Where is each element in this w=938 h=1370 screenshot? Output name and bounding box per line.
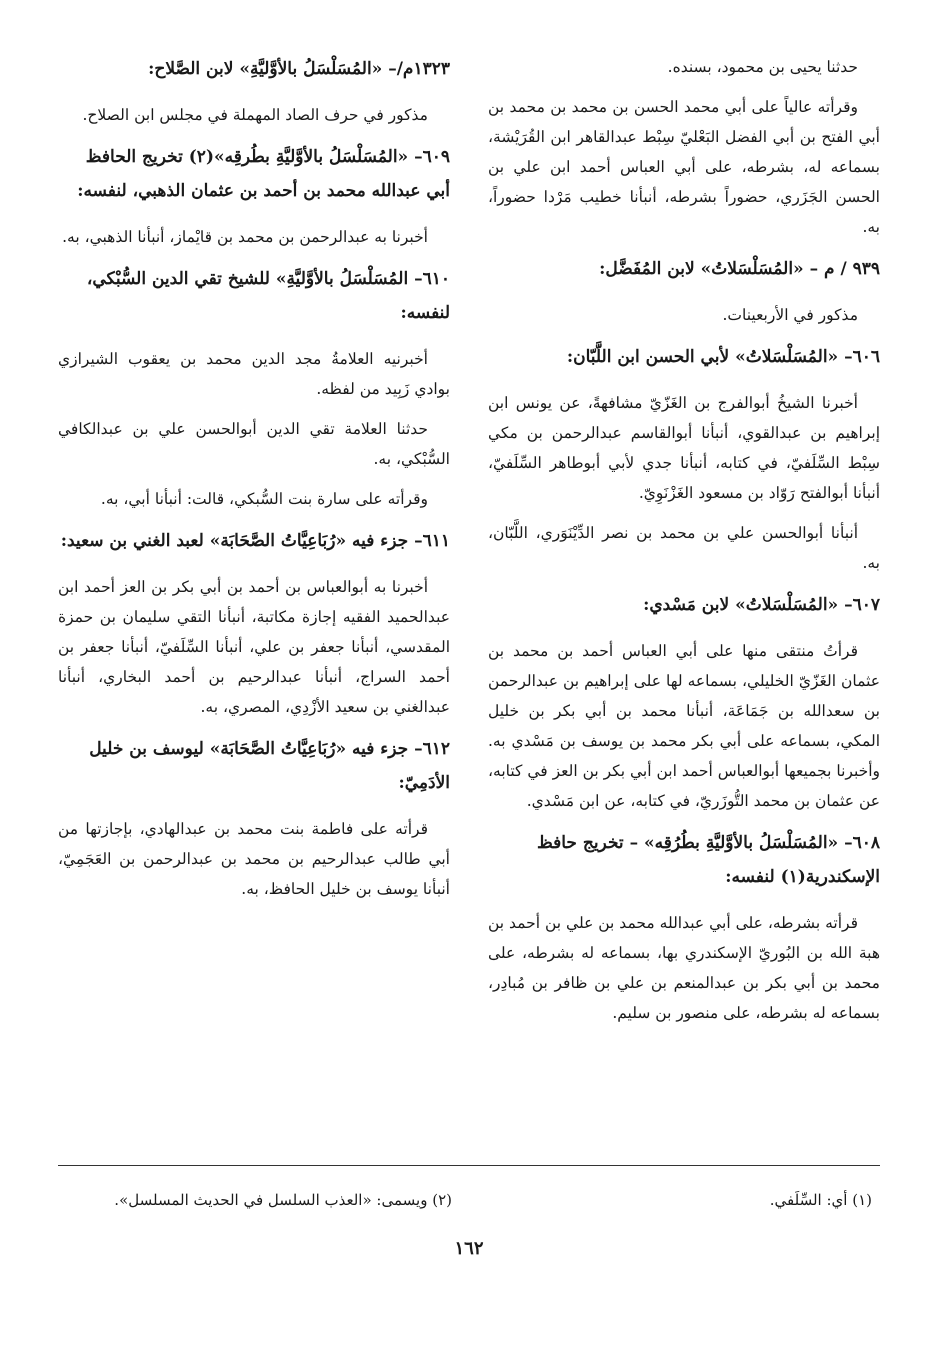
body-paragraph: قرأته بشرطه، على أبي عبدالله محمد بن علي بن أحمد بن هبة الله بن البُوريّ الإسكندري بها، بسماعه له بشرطه، على محمد بن أبي بكر بن عبدالمنعم بن علي بن ظافر بن مُبادِر، بسماعه له بشرطه، على منصور بن سليم.: [488, 914, 880, 1022]
section-heading: ١٣٢٣م/– «المُسَلْسَلُ بالأوَّليَّةِ» لابن الصَّلاح:: [148, 59, 450, 79]
footnote-2: (٢) ويسمى: «العذب السلسل في الحديث المسلسل».: [114, 1191, 452, 1209]
left-column: [58, 52, 450, 914]
section-heading: ٦١١– جزء فيه «رُبَاعِيَّاتُ الصَّحَابَة» لعبد الغني بن سعيد:: [60, 531, 450, 551]
body-paragraph: أخبرنا به عبدالرحمن بن محمد بن قايْماز، أنبأنا الذهبي، به.: [62, 228, 428, 246]
body-paragraph: قرأتُ منتقى منها على أبي العباس أحمد بن محمد بن عثمان الغَزّيّ الخليلي، بسماعه لها على إبراهيم بن عبدالرحمن بن سعدالله بن جَمَاعَة، أنبأنا محمد بن أبي بكر بن خليل المكي، بسماعه على أبي بكر محمد بن يوسف بن مَسْدي به. وأخبرنا بجميعها أبوالعباس أحمد ابن أبي بكر بن العز في كتابه، عن عثمان بن محمد التُّوزَريّ، في كتابه، عن ابن مَسْدي.: [488, 642, 880, 810]
body-paragraph: مذكور في حرف الصاد المهملة في مجلس ابن الصلاح.: [82, 106, 428, 124]
footnote-1: (١) أي: السِّلَفي.: [769, 1191, 872, 1209]
section-heading: ٦١٢– جزء فيه «رُبَاعِيَّاتُ الصَّحَابَة» ليوسف بن خليل الأدَمِيّ:: [89, 739, 450, 793]
section-heading: ٩٣٩ / م – «المُسَلْسَلاتُ» لابن المُفَضَّل:: [599, 259, 880, 279]
body-paragraph: أنبأنا أبوالحسن علي بن محمد بن نصر الدِّيْنَوَري، اللَّبّان، به.: [488, 524, 880, 572]
right-column: [488, 52, 880, 1038]
body-paragraph: حدثنا العلامة تقي الدين أبوالحسن علي بن عبدالكافي السُّبْكي، به.: [58, 420, 450, 468]
page-number: ١٦٢: [454, 1238, 484, 1259]
section-heading: ٦٠٩– «المُسَلْسَلُ بالأوَّليَّةِ بطُرقِه»(٢) تخريج الحافظ أبي عبدالله محمد بن أحمد بن عثمان الذهبي، لنفسه:: [77, 147, 450, 201]
body-paragraph: أخبرنا الشيخُ أبوالفرج بن الغَزّيّ مشافهةً، عن يونس ابن إبراهيم بن عبدالقوي، أنبأنا أبوالقاسم عبدالرحمن بن مكي سِبْط السِّلَفيّ، في كتابه، أنبأنا جدي لأبي أبوطاهر السِّلَفيّ، أنبأنا أبوالفتح رَوّاد بن مسعود الغَزْنَوِيّ.: [488, 394, 880, 502]
body-paragraph: مذكور في الأربعينات.: [722, 306, 858, 324]
body-paragraph: قرأته على فاطمة بنت محمد بن عبدالهادي، بإجازتها من أبي طالب عبدالرحيم بن محمد بن عبدالرحمن بن العَجَمِيّ، أنبأنا يوسف بن خليل الحافظ، به.: [58, 820, 450, 898]
body-paragraph: حدثنا يحيى بن محمود، بسنده.: [667, 58, 858, 76]
body-paragraph: وقرأته عالياً على أبي محمد الحسن بن محمد بن محمد بن أبي الفتح بن أبي الفضل البَعْليّ سِبْط عبدالقاهر ابن القُرَيْشة، بسماعه له، بشرطه، على أبي العباس أحمد ابن علي بن الحسن الجَزَري، حضوراً بشرطه، أنبأنا خطيب مَرْدا حضوراً، به.: [488, 98, 880, 236]
section-heading: ٦٠٨– «المُسَلْسَلُ بالأوَّليَّةِ بطُرُقِه» – تخريج حافظ الإسكندرية(١) لنفسه:: [536, 833, 880, 887]
section-heading: ٦١٠– المُسَلْسَلُ بالأوَّليَّةِ» للشيخ تقي الدين السُّبْكي، لنفسه:: [86, 269, 450, 323]
section-heading: ٦٠٦– «المُسَلْسَلاتُ» لأبي الحسن ابن اللَّبّان:: [566, 347, 880, 367]
body-paragraph: وقرأته على سارة بنت السُّبكي، قالت: أنبأنا أبي، به.: [100, 490, 428, 508]
body-paragraph: أخبرنا به أبوالعباس بن أحمد بن أبي بكر بن العز أحمد ابن عبدالحميد الفقيه إجازة مكاتبة، أنبأنا التقي سليمان بن حمزة المقدسي، أنبأنا جعفر بن علي، أنبأنا السِّلَفيّ، أنبأنا جعفر بن أحمد السراج، أنبأنا عبدالرحيم بن أحمد البخاري، أنبأنا عبدالغني بن سعيد الأزْدِي، المصري، به.: [58, 578, 450, 716]
footnote-separator: [58, 1165, 880, 1166]
section-heading: ٦٠٧– «المُسَلْسَلاتُ» لابن مَسْدي:: [643, 595, 880, 615]
body-paragraph: أخبرنيه العلامةُ مجد الدين محمد بن يعقوب الشيرازي بوادي زَبِيد من لفظه.: [58, 350, 450, 398]
